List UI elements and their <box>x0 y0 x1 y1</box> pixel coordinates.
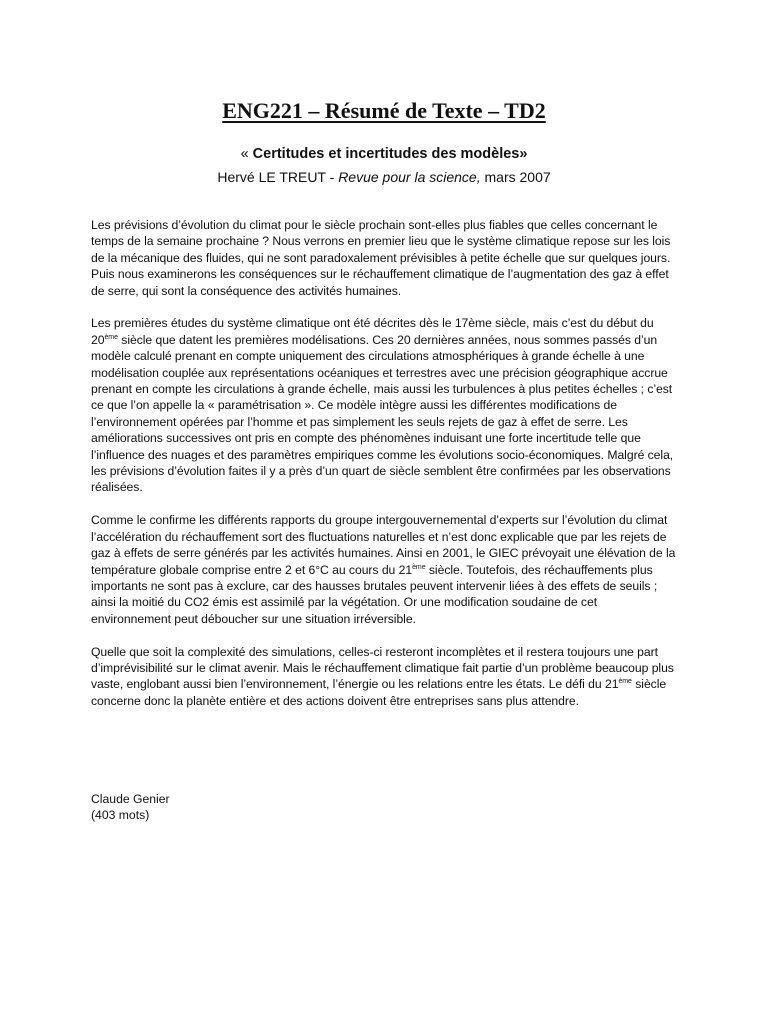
paragraph-2-part-a: Les premières études du système climatique ont été décrites dès le 17ème siècle, mais c’est du début du 20 <box>91 316 654 347</box>
document-signature <box>91 791 170 824</box>
subtitle-open-quote: « <box>240 146 253 162</box>
paragraph-3-part-a: Comme le confirme les différents rapports du groupe intergouvernemental d’experts sur l’évolution du climat l’accélération du réchauffement sort des fluctuations naturelles et n’est donc explicable que par les rejets de gaz à effets de serre générés par les activités humaines. Ainsi en 2001, le GIEC prévoyait une élévation de la température globale comprise entre 2 et 6°C au cours du 21 <box>91 513 676 577</box>
paragraph-4-part-a: Quelle que soit la complexité des simulations, celles-ci resteront incomplètes et il restera toujours une part d’imprévisibilité sur le climat avenir. Mais le réchauffement climatique fait partie d’un problème beaucoup plus vaste, englobant aussi bien l’environnement, l’énergie ou les relations entre les états. Le défi du 21 <box>91 644 674 692</box>
signature-author: Claude Genier <box>91 792 170 806</box>
paragraph-3-part-b: siècle. Toutefois, des réchauffements plus importants ne sont pas à exclure, car des hausses brutales peuvent intervenir liées à des effets de seuils ; ainsi la moitié du CO2 émis est assimilé par la végétation. Or une modification soudaine de cet environnement peut déboucher sur une situation irréversible. <box>91 562 658 626</box>
paragraph-3 <box>91 512 679 627</box>
paragraph-3-superscript: ème <box>412 563 426 571</box>
document-subtitle <box>0 145 768 163</box>
paragraph-2 <box>91 315 679 495</box>
document-byline <box>0 168 768 186</box>
byline-date: mars 2007 <box>480 169 551 185</box>
paragraph-4-superscript: ème <box>618 678 632 686</box>
document-title: ENG221 – Résumé de Texte – TD2 <box>222 98 546 123</box>
paragraph-2-part-b: siècle que datent les premières modélisations. Ces 20 dernières années, nous sommes passés d’un modèle calculé prenant en compte uniquement des circulations atmosphériques à grande échelle à une modélisation couplée aux représentations océaniques et terrestres avec une précision géographique accrue prenant en compte les circulations à grande échelle, mais aussi les turbulences à plus petites échelles ; c’est ce que l’on appelle la « paramétrisation ». Ce modèle intègre aussi les différentes modifications de l’environnement opérées par l’homme et pas simplement les seuls rejets de gaz à effet de serre. Les améliorations successives ont pris en compte des phénomènes induisant une forte incertitude telle que l’influence des nuages et des paramètres empiriques comme les évolutions socio-économiques. Malgré cela, les prévisions d’évolution faites il y a près d’un quart de siècle semblent être confirmées par les observations réalisées. <box>91 332 674 495</box>
subtitle-text: Certitudes et incertitudes des modèles» <box>252 146 528 162</box>
signature-word-count: (403 mots) <box>91 808 150 823</box>
paragraph-1: Les prévisions d’évolution du climat pour le siècle prochain sont-elles plus fiables que celles concernant le temps de la semaine prochaine ? Nous verrons en premier lieu que le système climatique repose sur les lois de la mécanique des fluides, qui ne sont paradoxalement prévisibles à petite échelle que sur quelques jours. Puis nous examinerons les conséquences sur le réchauffement climatique de l’augmentation des gaz à effet de serre, qui sont la conséquence des activités humaines. <box>91 218 671 298</box>
paragraph-4-part-b: siècle concerne donc la planète entière et des actions doivent être entreprises sans plus attendre. <box>91 677 667 708</box>
byline-source: Revue pour la science, <box>338 169 481 185</box>
paragraph-4 <box>91 644 679 710</box>
paragraph-2-superscript: ème <box>104 333 118 341</box>
document-body <box>91 217 679 726</box>
byline-author: Hervé LE TREUT - <box>217 169 339 185</box>
